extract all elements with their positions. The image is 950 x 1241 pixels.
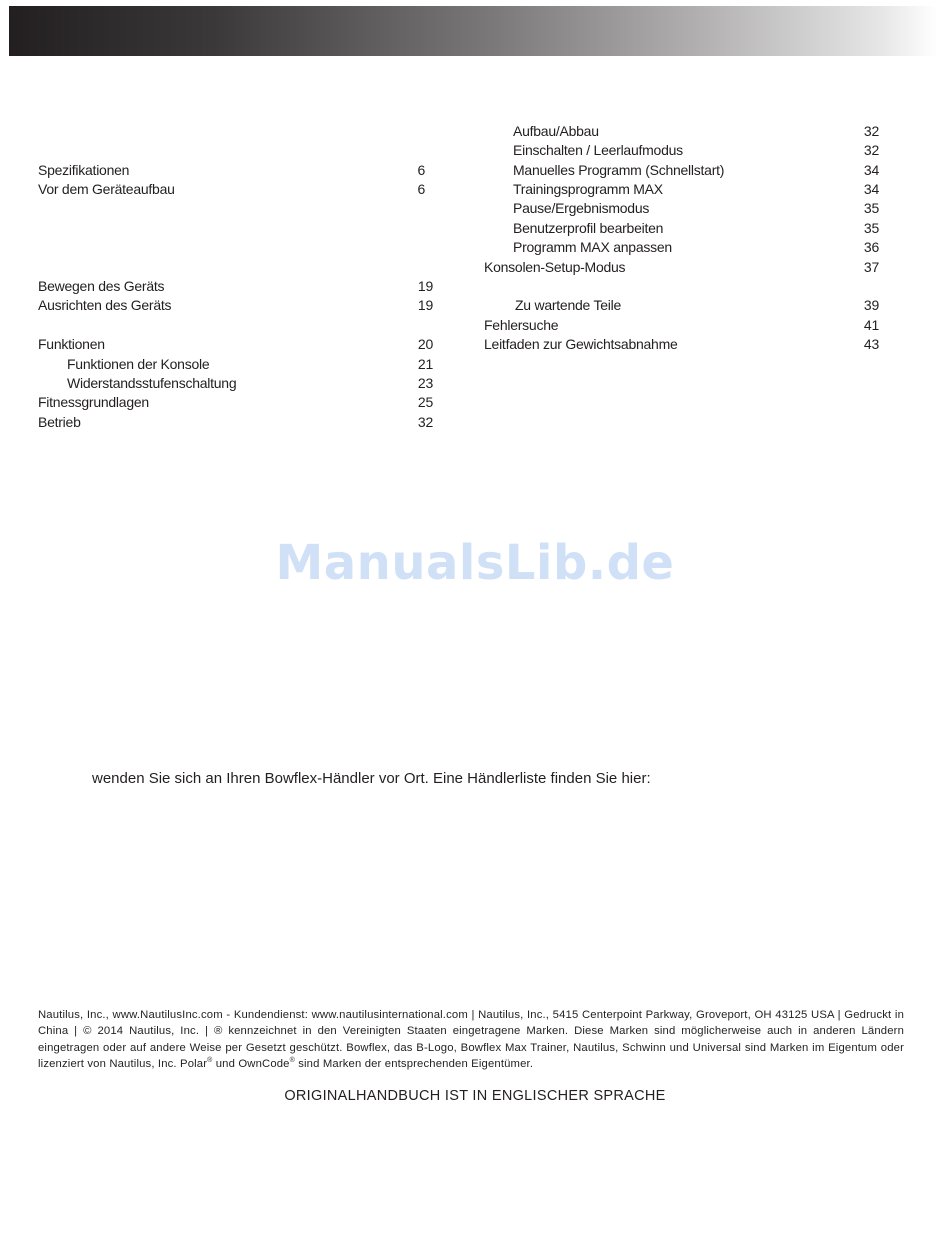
toc-entry[interactable] bbox=[484, 238, 879, 257]
toc-entry-page: 6 bbox=[417, 162, 425, 178]
toc-entry-label: Programm MAX anpassen bbox=[513, 239, 672, 255]
toc-entry-label: Ausrichten des Geräts bbox=[38, 297, 172, 313]
toc-entry[interactable] bbox=[484, 122, 879, 141]
legal-text: sind Marken der entsprechenden Eigentümer. bbox=[294, 1057, 534, 1070]
legal-text: Nautilus, Inc., www.NautilusInc.com - Kundendienst: www.nautilusinternational.com | Nautilus, Inc., 5415 Centerpoint Parkway, Groveport, OH 43125 USA | Gedruckt in China | © 2014 Nautilus, Inc. | ® kennzeichnet in den Vereinigten Staaten eingetragene Marken. Diese Marken sind möglicherweise auch in anderen Ländern eingetragen oder auf andere Weise per Gesetzt geschützt. Bowflex, das B-Logo, Bowflex Max Trainer, Nautilus, Schwinn und Universal sind Marken im Eigentum oder lizenziert von Nautilus, Inc. Polar bbox=[38, 1009, 904, 1070]
toc-entry-page: 39 bbox=[863, 297, 879, 313]
toc-entry-page: 37 bbox=[863, 259, 879, 275]
toc-entry-label: Fitnessgrundlagen bbox=[38, 394, 149, 410]
toc-entry[interactable] bbox=[484, 219, 879, 238]
registered-mark: ® bbox=[289, 1057, 295, 1065]
toc-entry-page: 19 bbox=[417, 278, 433, 294]
toc-entry-page: 23 bbox=[417, 375, 433, 391]
toc-entry-label: Einschalten / Leerlaufmodus bbox=[513, 142, 683, 158]
toc-entry-page: 34 bbox=[863, 162, 879, 178]
toc-entry[interactable] bbox=[38, 374, 433, 393]
toc-entry-label: Manuelles Programm (Schnellstart) bbox=[513, 162, 725, 178]
toc-entry-label: Funktionen der Konsole bbox=[67, 356, 210, 372]
toc-entry-label: Leitfaden zur Gewichtsabnahme bbox=[484, 336, 678, 352]
toc-entry-page: 20 bbox=[417, 336, 433, 352]
toc-entry-label: Bewegen des Geräts bbox=[38, 278, 165, 294]
toc-entry-page: 41 bbox=[863, 317, 879, 333]
toc-entry[interactable] bbox=[38, 413, 433, 432]
toc-entry-page: 32 bbox=[863, 142, 879, 158]
toc-entry-label: Vor dem Geräteaufbau bbox=[38, 181, 175, 197]
toc-entry[interactable] bbox=[484, 161, 879, 180]
registered-mark: ® bbox=[207, 1057, 213, 1065]
toc-entry-label: Widerstandsstufenschaltung bbox=[67, 375, 237, 391]
toc-entry[interactable] bbox=[484, 199, 879, 218]
toc-entry[interactable] bbox=[38, 296, 433, 315]
toc-entry-label: Trainingsprogramm MAX bbox=[513, 181, 663, 197]
toc-entry[interactable] bbox=[38, 180, 433, 199]
legal-notice bbox=[38, 1007, 904, 1072]
toc-entry-label: Funktionen bbox=[38, 336, 105, 352]
toc-entry-page: 6 bbox=[417, 181, 425, 197]
toc-entry-page: 43 bbox=[863, 336, 879, 352]
toc-entry[interactable] bbox=[484, 316, 879, 335]
toc-entry-page: 19 bbox=[417, 297, 433, 313]
toc-entry-page: 35 bbox=[863, 220, 879, 236]
toc-entry-page: 34 bbox=[863, 181, 879, 197]
toc-entry-label: Fehlersuche bbox=[484, 317, 559, 333]
toc-entry-page: 36 bbox=[863, 239, 879, 255]
header-gradient-bar bbox=[9, 6, 937, 56]
legal-text: und OwnCode bbox=[212, 1057, 290, 1070]
watermark: ManualsLib.de bbox=[275, 535, 675, 591]
toc-entry-page: 32 bbox=[417, 414, 433, 430]
toc-entry-page: 32 bbox=[863, 123, 879, 139]
toc-entry-label: Pause/Ergebnismodus bbox=[513, 200, 650, 216]
toc-entry-label: Aufbau/Abbau bbox=[513, 123, 599, 139]
toc-entry-label: Benutzerprofil bearbeiten bbox=[513, 220, 664, 236]
toc-entry[interactable] bbox=[38, 393, 433, 412]
toc-entry-label: Spezifikationen bbox=[38, 162, 130, 178]
toc-entry-page: 21 bbox=[417, 356, 433, 372]
toc-entry-page: 35 bbox=[863, 200, 879, 216]
dealer-contact-text: wenden Sie sich an Ihren Bowflex-Händler vor Ort. Eine Händlerliste finden Sie hier: bbox=[92, 770, 651, 787]
toc-entry[interactable] bbox=[484, 258, 879, 277]
toc-entry[interactable] bbox=[38, 335, 433, 354]
toc-entry[interactable] bbox=[484, 335, 879, 354]
toc-entry-page: 25 bbox=[417, 394, 433, 410]
toc-entry-label: Konsolen-Setup-Modus bbox=[484, 259, 626, 275]
toc-entry-label: Zu wartende Teile bbox=[515, 297, 621, 313]
toc-entry[interactable] bbox=[484, 180, 879, 199]
toc-entry[interactable] bbox=[38, 355, 433, 374]
toc-entry[interactable] bbox=[484, 141, 879, 160]
original-language-note: ORIGINALHANDBUCH IST IN ENGLISCHER SPRACHE bbox=[284, 1088, 666, 1104]
toc-entry-label: Betrieb bbox=[38, 414, 81, 430]
toc-entry[interactable] bbox=[38, 277, 433, 296]
toc-entry[interactable] bbox=[484, 296, 879, 315]
toc-entry[interactable] bbox=[38, 161, 433, 180]
